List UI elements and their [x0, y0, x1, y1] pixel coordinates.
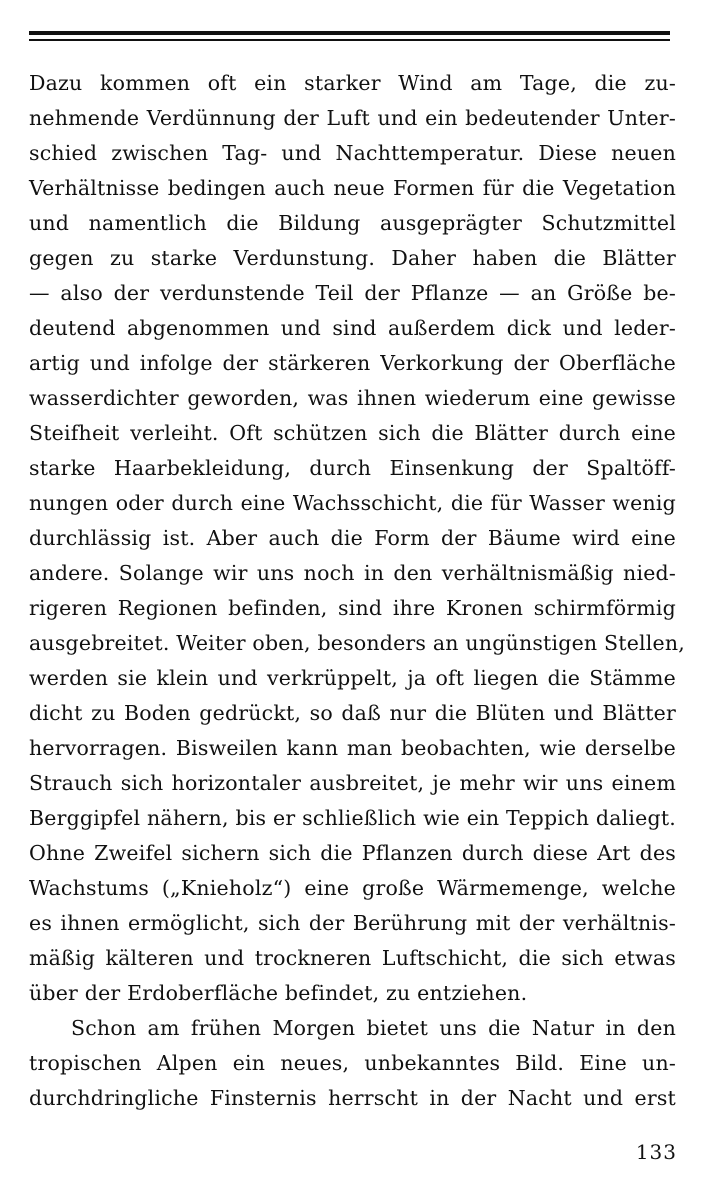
text-line: artig und infolge der stärkeren Verkorkung der Oberfläche: [29, 351, 676, 375]
page-number: 133: [635, 1140, 677, 1164]
text-line: mäßig kälteren und trockneren Luftschicht, die sich etwas: [29, 946, 676, 970]
text-line: — also der verdunstende Teil der Pflanze — an Größe be-: [29, 281, 676, 305]
text-line: Steifheit verleiht. Oft schützen sich die Blätter durch eine: [29, 421, 676, 445]
text-line: über der Erdoberfläche befindet, zu entziehen.: [29, 981, 528, 1005]
text-line: gegen zu starke Verdunstung. Daher haben die Blätter: [29, 246, 676, 270]
text-line: Berggipfel nähern, bis er schließlich wie ein Teppich daliegt.: [29, 806, 676, 830]
text-line: nehmende Verdünnung der Luft und ein bedeutender Unter-: [29, 106, 676, 130]
text-line: Schon am frühen Morgen bietet uns die Natur in den: [71, 1016, 676, 1040]
text-line: werden sie klein und verkrüppelt, ja oft liegen die Stämme: [29, 666, 676, 690]
text-line: dicht zu Boden gedrückt, so daß nur die Blüten und Blätter: [29, 701, 676, 725]
paragraph-1: [29, 66, 686, 1011]
header-rule-thick: [29, 31, 670, 35]
text-line: wasserdichter geworden, was ihnen wiederum eine gewisse: [29, 386, 676, 410]
text-line: hervorragen. Bisweilen kann man beobachten, wie derselbe: [29, 736, 676, 760]
text-line: ausgebreitet. Weiter oben, besonders an ungünstigen Stellen,: [29, 631, 686, 655]
text-line: Ohne Zweifel sichern sich die Pflanzen durch diese Art des: [29, 841, 676, 865]
text-line: Wachstums („Knieholz“) eine große Wärmemenge, welche: [29, 876, 676, 900]
text-line: Strauch sich horizontaler ausbreitet, je mehr wir uns einem: [29, 771, 676, 795]
text-line: durchdringliche Finsternis herrscht in der Nacht und erst: [29, 1086, 676, 1110]
body-text: [29, 66, 686, 1116]
text-line: durchlässig ist. Aber auch die Form der Bäume wird eine: [29, 526, 676, 550]
text-line: tropischen Alpen ein neues, unbekanntes Bild. Eine un-: [29, 1051, 676, 1075]
text-line: und namentlich die Bildung ausgeprägter Schutzmittel: [29, 211, 676, 235]
text-line: rigeren Regionen befinden, sind ihre Kronen schirmförmig: [29, 596, 676, 620]
text-line: starke Haarbekleidung, durch Einsenkung der Spaltöff-: [29, 456, 676, 480]
text-line: Dazu kommen oft ein starker Wind am Tage, die zu-: [29, 71, 676, 95]
text-line: andere. Solange wir uns noch in den verhältnismäßig nied-: [29, 561, 676, 585]
paragraph-2: [29, 1011, 676, 1116]
header-rule-thin: [29, 39, 670, 41]
text-line: deutend abgenommen und sind außerdem dick und leder-: [29, 316, 676, 340]
text-line: es ihnen ermöglicht, sich der Berührung mit der verhältnis-: [29, 911, 676, 935]
text-line: schied zwischen Tag- und Nachttemperatur. Diese neuen: [29, 141, 676, 165]
text-line: Verhältnisse bedingen auch neue Formen für die Vegetation: [29, 176, 676, 200]
text-line: nungen oder durch eine Wachsschicht, die für Wasser wenig: [29, 491, 676, 515]
